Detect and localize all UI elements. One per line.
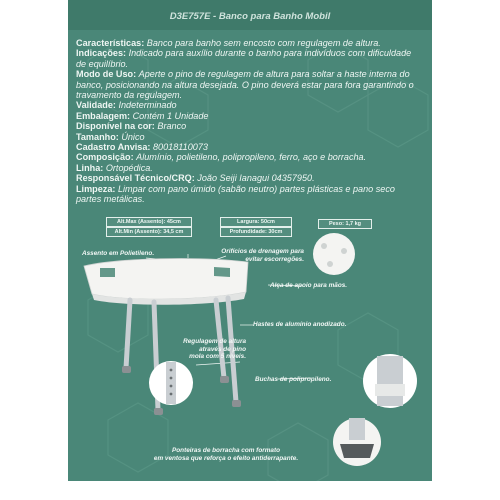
dimension-alt-min: Alt.Min (Assento): 34,5 cm xyxy=(106,227,192,237)
callout-buchas: Buchas de polipropileno. xyxy=(255,376,332,383)
spec-validade: Validade: Indeterminado xyxy=(76,100,177,111)
dimension-alt-max: Alt.Max (Assento): 45cm xyxy=(106,217,192,227)
spec-responsavel-tecnico: Responsável Técnico/CRQ: João Seiji Ianagui 04357950. xyxy=(76,173,315,184)
chair-seat xyxy=(84,259,248,305)
spec-indicacoes: Indicações: Indicado para auxílio durante o banho para indivíduos com dificuldade de equilíbrio. xyxy=(76,48,412,69)
product-illustration xyxy=(68,0,432,481)
spec-linha: Linha: Ortopédica. xyxy=(76,162,153,173)
drainage-holes-detail xyxy=(313,233,355,275)
dimension-peso: Peso: 1,7 kg xyxy=(318,219,372,229)
spec-modo-de-uso: Modo de Uso: Aperte o pino de regulagem de altura para soltar a haste interna do banco, posicionando na altura desejada. O pino deverá estar para fora garantindo o travamento da regulagem. xyxy=(76,69,414,101)
spec-tamanho: Tamanho: Único xyxy=(76,131,145,142)
callout-regulagem: Regulagem de altura através de pino mola com 5 níveis. xyxy=(183,338,246,361)
spec-caracteristicas: Características: Banco para banho sem encosto com regulagem de altura. xyxy=(76,38,381,48)
rubber-foot-detail xyxy=(333,418,381,466)
dimension-largura: Largura: 50cm xyxy=(220,217,292,227)
spec-cor: Disponível na cor: Branco xyxy=(76,121,187,132)
spec-composicao: Composição: Alumínio, polietileno, polipropileno, ferro, aço e borracha. xyxy=(76,152,367,163)
height-adjustment-detail xyxy=(149,361,193,405)
dimension-profundidade: Profundidade: 30cm xyxy=(220,227,292,237)
callout-orificios: Orifícios de drenagem para evitar escorregões. xyxy=(221,248,304,263)
callout-alca: Alça de apoio para mãos. xyxy=(270,282,348,289)
product-info-card xyxy=(68,0,432,481)
spec-cadastro-anvisa: Cadastro Anvisa: 80018110073 xyxy=(76,142,208,153)
spec-embalagem: Embalagem: Contém 1 Unidade xyxy=(76,110,209,121)
spec-limpeza: Limpeza: Limpar com pano úmido (sabão neutro) partes plásticas e pano seco partes metálicas. xyxy=(76,183,395,205)
callout-ponteiras: Ponteiras de borracha com formato em ventosa que reforça o efeito antiderrapante. xyxy=(153,447,299,462)
callout-hastes: Hastes de alumínio anodizado. xyxy=(253,321,347,328)
callout-assento: Assento em Polietileno. xyxy=(82,250,155,257)
product-title: D3E757E - Banco para Banho Mobil xyxy=(169,11,331,22)
bushing-detail xyxy=(363,354,417,408)
